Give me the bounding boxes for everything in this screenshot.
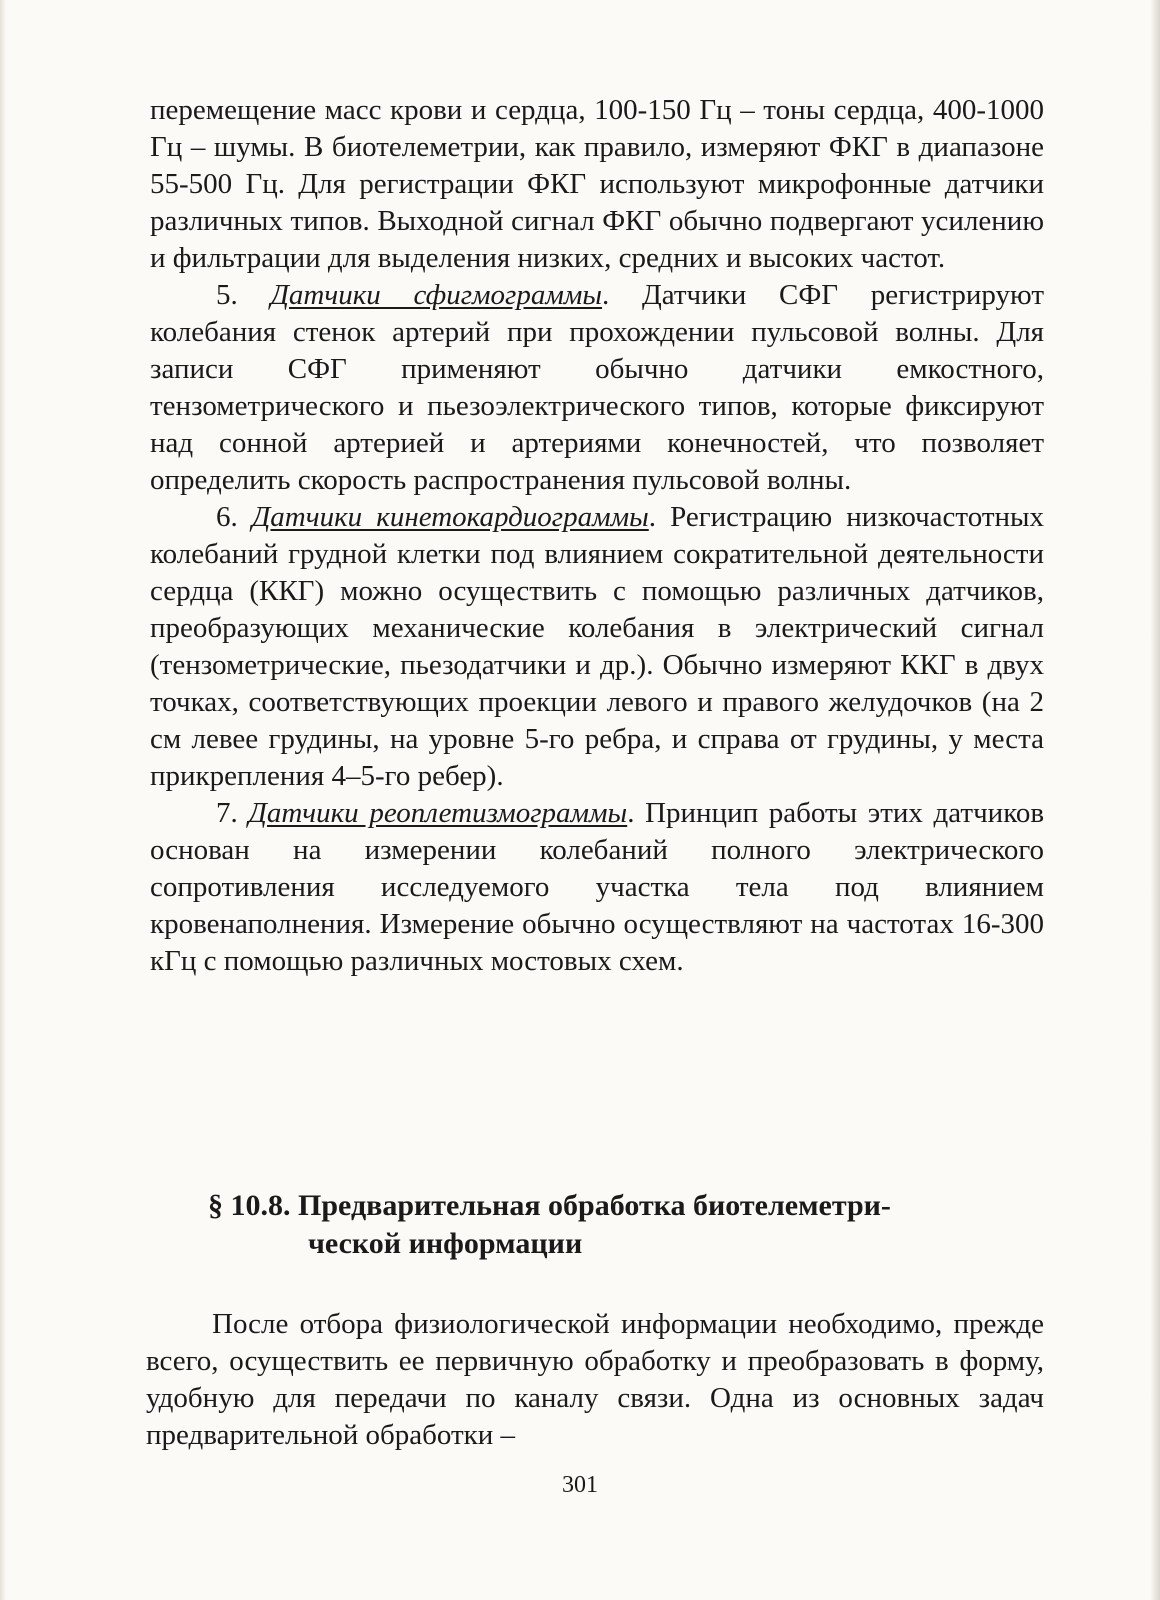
section-heading-line-1: § 10.8. Предварительная обработка биотелеметри- — [208, 1189, 891, 1222]
section-heading — [208, 1187, 1048, 1263]
paragraph-item-6 — [150, 499, 1044, 795]
paragraph-item-5 — [150, 277, 1044, 499]
item-5-title: Датчики сфигмограммы — [270, 279, 603, 311]
item-7-number: 7. — [216, 797, 238, 829]
paragraph-continuation: перемещение масс крови и сердца, 100-150 Гц – тоны сердца, 400-1000 Гц – шумы. В биотелеметрии, как правило, измеряют ФКГ в диапазоне 55-500 Гц. Для регистрации ФКГ используют микрофонные датчики различных типов. Выходной сигнал ФКГ обычно подвергают усилению и фильтрации для выделения низких, средних и высоких частот. — [150, 94, 1044, 274]
item-7-title: Датчики реоплетизмограммы — [248, 797, 628, 829]
body-text-bottom — [146, 1306, 1044, 1454]
item-6-number: 6. — [216, 501, 238, 533]
item-5-number: 5. — [216, 279, 238, 311]
page-edge-right — [1150, 0, 1160, 1600]
closing-paragraph: После отбора физиологической информации необходимо, прежде всего, осуществить ее первичную обработку и преобразовать в форму, удобную для передачи по каналу связи. Одна из основных задач предварительной обработки – — [146, 1308, 1044, 1451]
page-edge-left — [0, 0, 6, 1600]
item-6-text: . Регистрацию низкочастотных колебаний грудной клетки под влиянием сократительной деятельности сердца (ККГ) можно осуществить с помощью различных датчиков, преобразующих механические колебания в электрический сигнал (тензометрические, пьезодатчики и др.). Обычно измеряют ККГ в двух точках, соответствующих проекции левого и правого желудочков (на 2 см левее грудины, на уровне 5-го ребра, и справа от грудины, у места прикрепления 4–5-го ребер). — [150, 501, 1044, 792]
paragraph-item-7 — [150, 795, 1044, 980]
page-number: 301 — [562, 1472, 598, 1498]
section-heading-line-2: ческой информации — [308, 1227, 583, 1260]
item-6-title: Датчики кинетокардиограммы — [251, 501, 649, 533]
item-7-text: . Принцип работы этих датчиков основан на измерении колебаний полного электрического сопротивления исследуемого участка тела под влиянием кровенаполнения. Измерение обычно осуществляют на частотах 16-300 кГц с помощью различных мостовых схем. — [150, 797, 1045, 977]
item-5-text: . Датчики СФГ регистрируют колебания стенок артерий при прохождении пульсовой волны. Для записи СФГ применяют обычно датчики емкостного, тензометрического и пьезоэлектрического типов, которые фиксируют над сонной артерией и артериями конечностей, что позволяет определить скорость распространения пульсовой волны. — [150, 279, 1044, 496]
body-text-top — [150, 92, 1044, 980]
